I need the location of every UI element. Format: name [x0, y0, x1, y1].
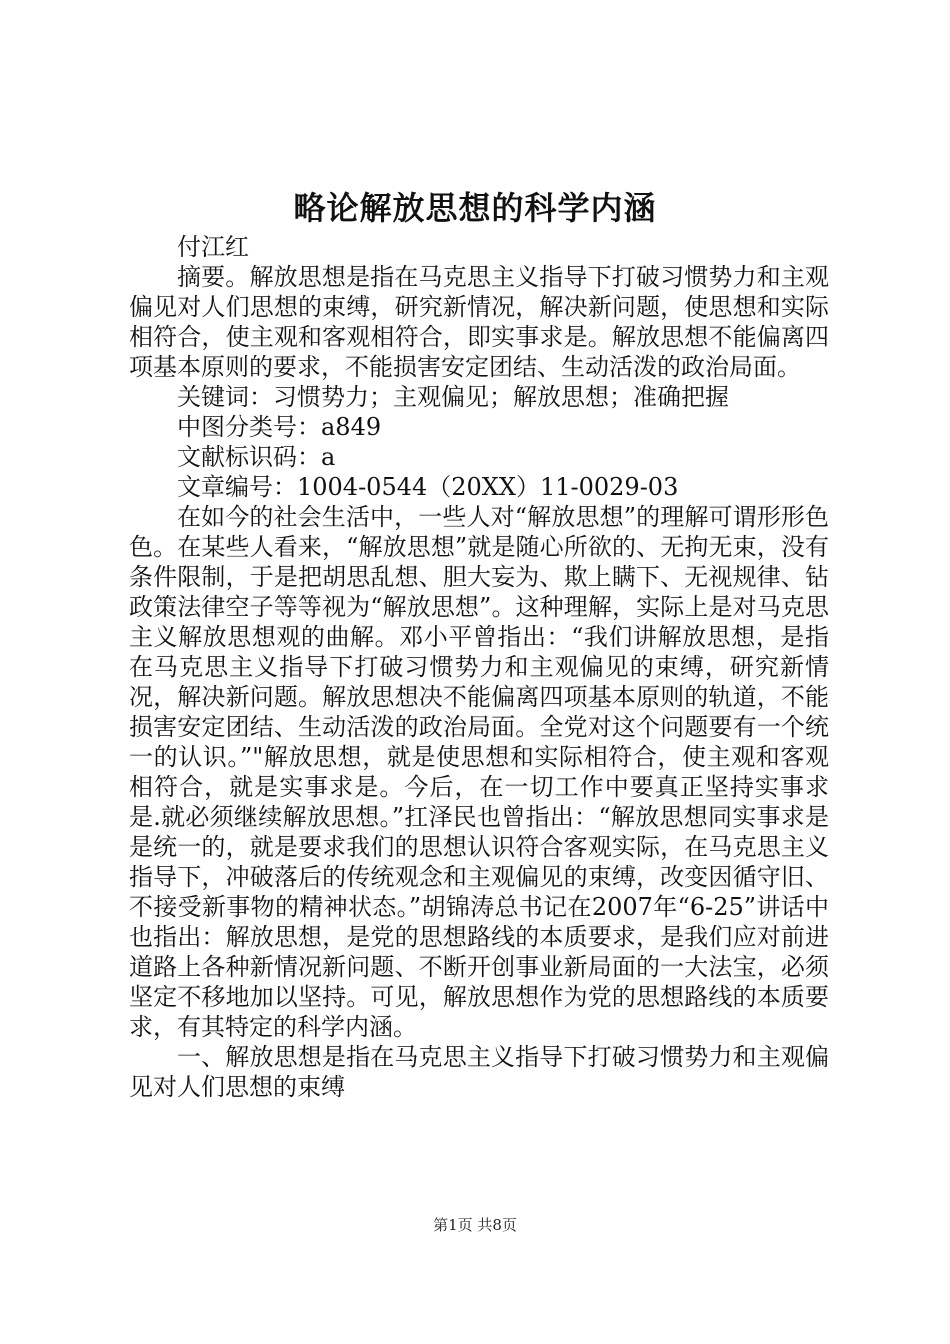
- author-line: 付江红: [177, 233, 249, 261]
- section-heading: 一、解放思想是指在马克思主义指导下打破习惯势力和主观偏见对人们思想的束缚: [129, 1043, 829, 1101]
- abstract-paragraph: 摘要。解放思想是指在马克思主义指导下打破习惯势力和主观偏见对人们思想的束缚，研究新情况，解决新问题，使思想和实际相符合，使主观和客观相符合，即实事求是。解放思想不能偏离四项基本原则的要求，不能损害安定团结、生动活泼的政治局面。: [129, 263, 829, 381]
- document-title: 略论解放思想的科学内涵: [293, 189, 657, 227]
- body-paragraph: 在如今的社会生活中，一些人对“解放思想”的理解可谓形形色色。在某些人看来，“解放思想”就是随心所欲的、无拘无束，没有条件限制，于是把胡思乱想、胆大妄为、欺上瞒下、无视规律、钻政策法律空子等等视为“解放思想”。这种理解，实际上是对马克思主义解放思想观的曲解。邓小平曾指出：“我们讲解放思想，是指在马克思主义指导下打破习惯势力和主观偏见的束缚，研究新情况，解决新问题。解放思想决不能偏离四项基本原则的轨道，不能损害安定团结、生动活泼的政治局面。全党对这个问题要有一个统一的认识。”"解放思想，就是使思想和实际相符合，使主观和客观相符合，就是实事求是。今后，在一切工作中要真正坚持实事求是.就必须继续解放思想。”扛泽民也曾指出：“解放思想同实事求是是统一的，就是要求我们的思想认识符合客观实际，在马克思主义指导下，冲破落后的传统观念和主观偏见的束缚，改变因循守旧、不接受新事物的精神状态。”胡锦涛总书记在2007年“6-25”讲话中也指出：解放思想，是党的思想路线的本质要求，是我们应对前进道路上各种新情况新问题、不断开创事业新局面的一大法宝，必须坚定不移地加以坚持。可见，解放思想作为党的思想路线的本质要求，有其特定的科学内涵。: [129, 503, 829, 1041]
- page-footer: 第1页 共8页: [433, 1216, 517, 1234]
- classification-line: 中图分类号：a849: [177, 413, 382, 441]
- keywords-line: 关键词：习惯势力；主观偏见；解放思想；准确把握: [177, 383, 729, 411]
- doc-code-line: 文献标识码：a: [177, 443, 336, 471]
- article-number-line: 文章编号：1004-0544（20XX）11-0029-03: [177, 473, 679, 501]
- document-body: [129, 232, 829, 1102]
